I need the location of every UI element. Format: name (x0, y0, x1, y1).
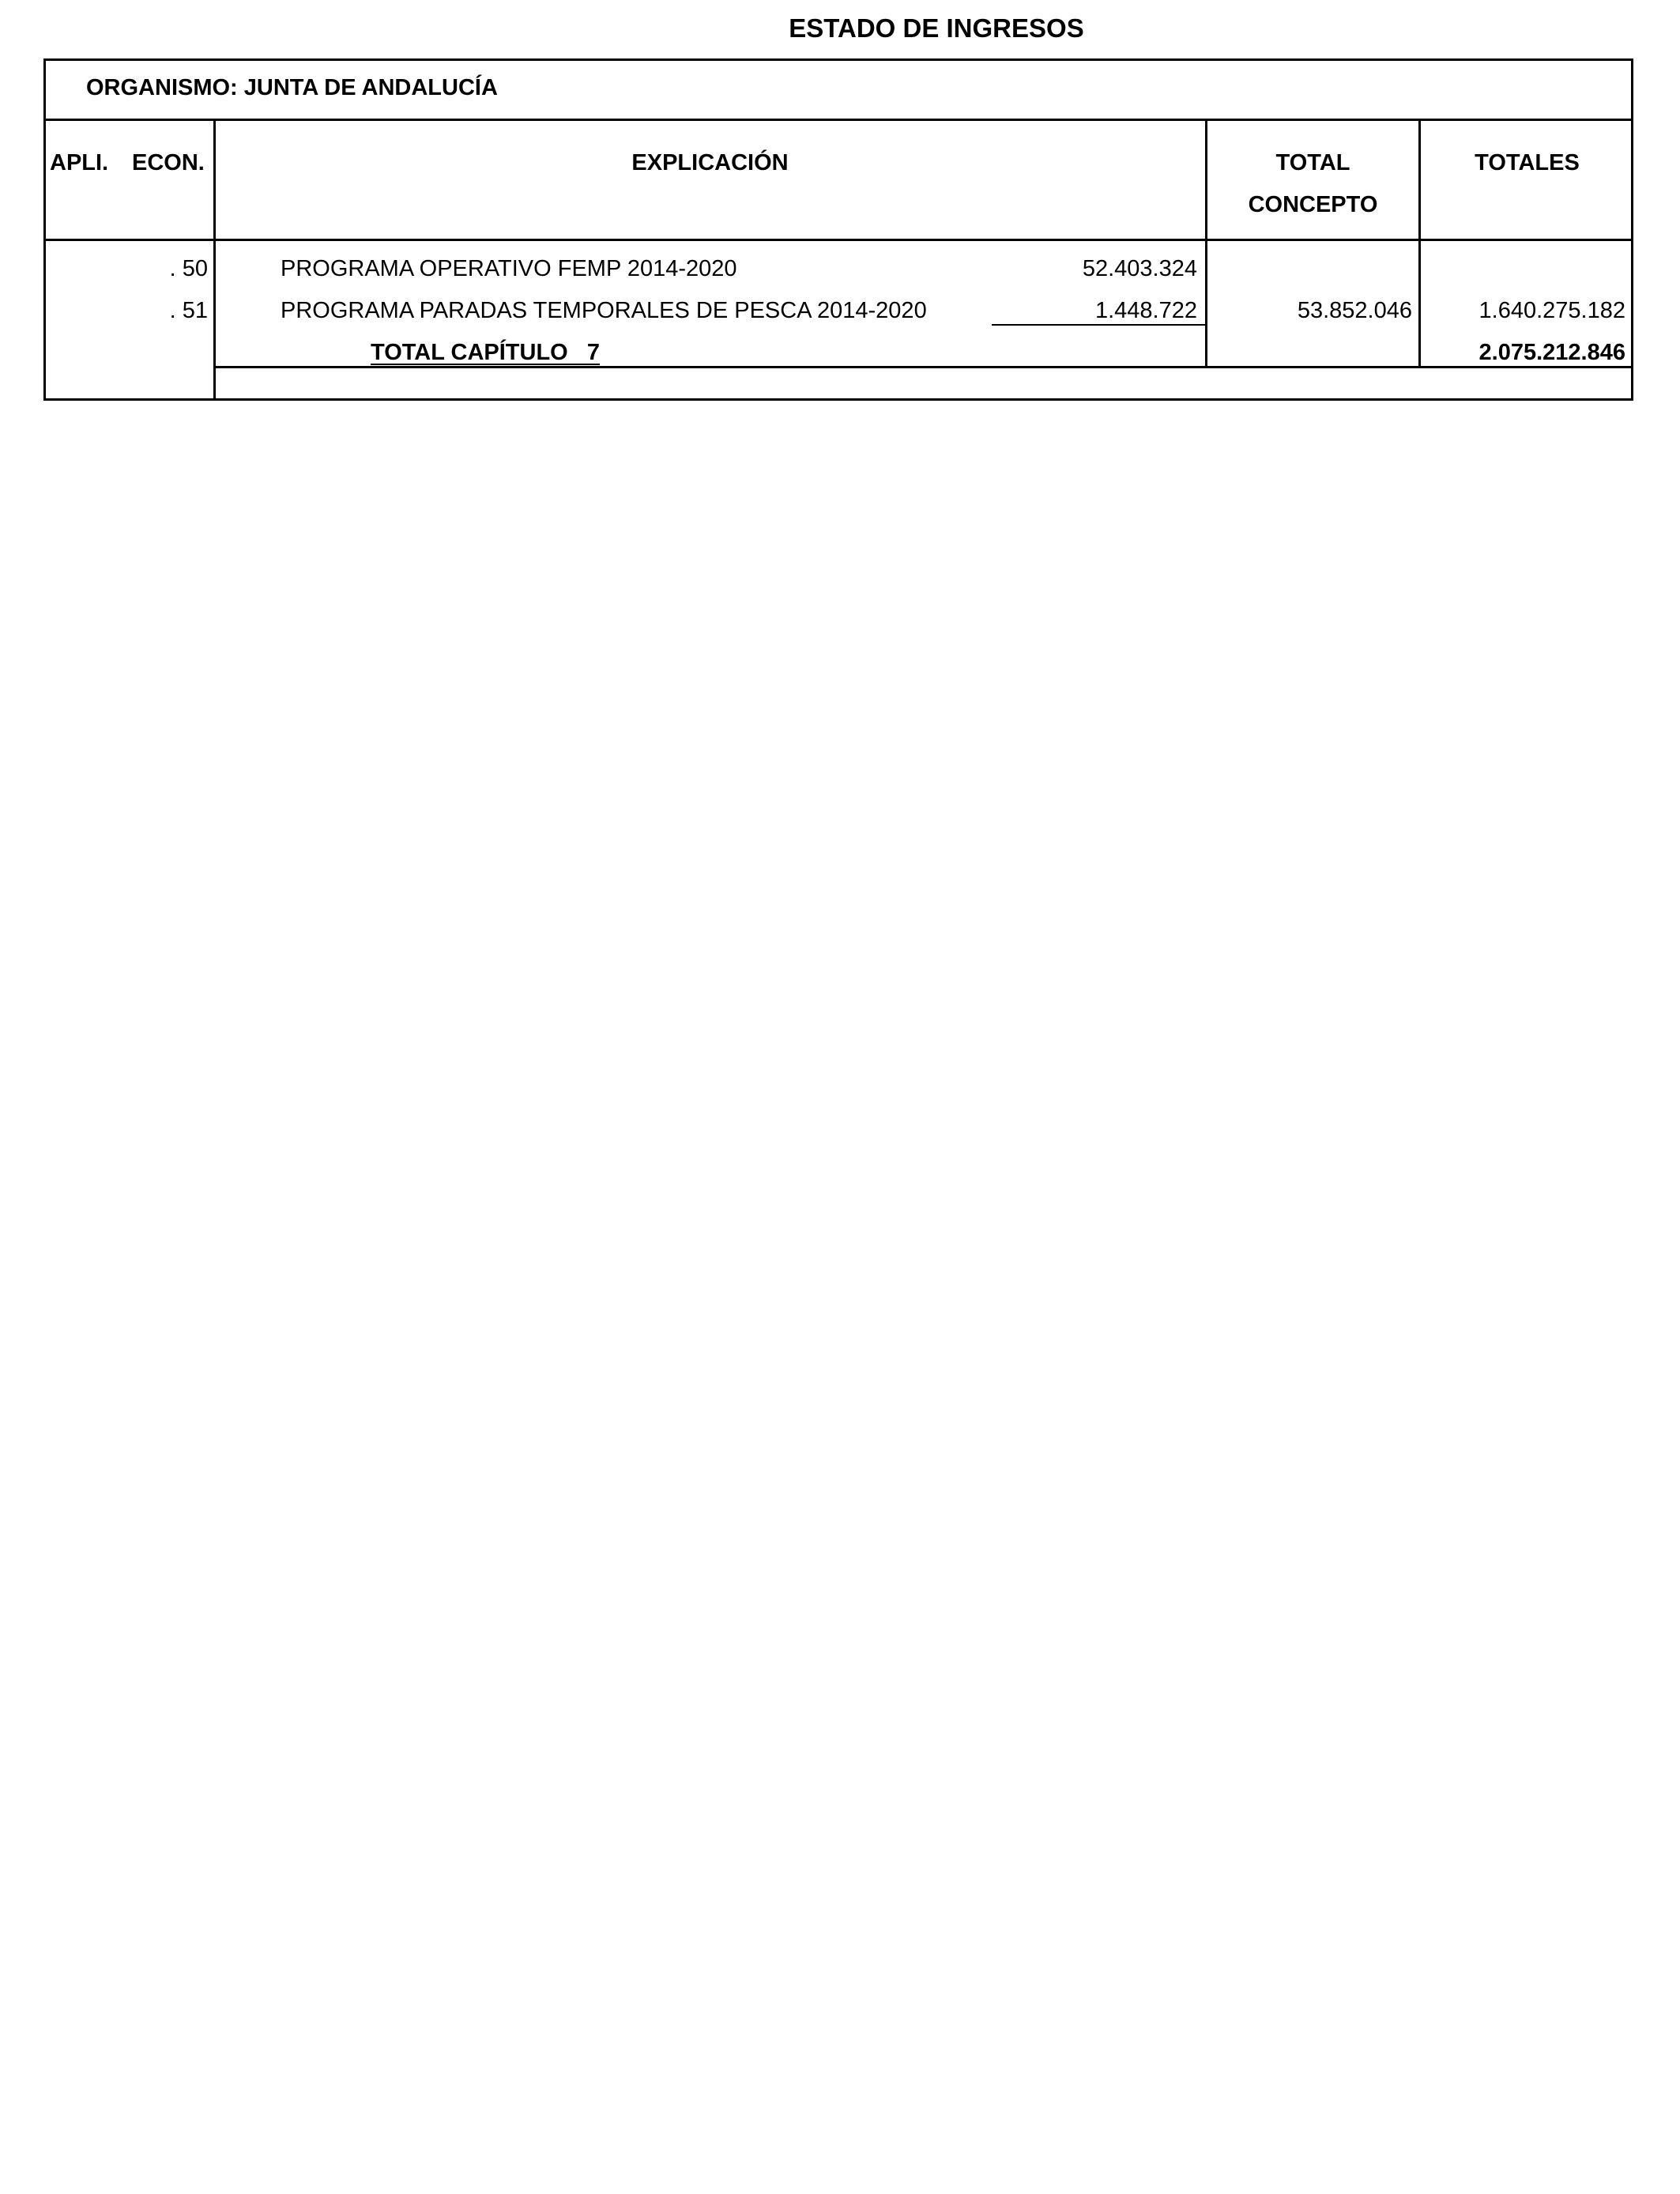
income-table (43, 58, 1633, 401)
header-total-concepto-1: TOTAL (1275, 150, 1350, 175)
row-total-concepto: 53.852.046 (1297, 298, 1412, 323)
header-econ: ECON. (132, 150, 205, 175)
header-totales: TOTALES (1475, 150, 1580, 175)
header-explicacion: EXPLICACIÓN (631, 150, 789, 175)
row-amount: 52.403.324 (1082, 256, 1197, 281)
organismo-label: ORGANISMO: JUNTA DE ANDALUCÍA (86, 75, 498, 100)
row-amount: 1.448.722 (1094, 298, 1197, 323)
divider-organismo (43, 119, 1633, 121)
row-totales: 1.640.275.182 (1478, 298, 1625, 323)
row-econ: . 51 (169, 298, 208, 323)
row-econ: . 50 (169, 256, 208, 281)
row-description: PROGRAMA PARADAS TEMPORALES DE PESCA 2014-2020 (281, 298, 927, 323)
total-capitulo-label: TOTAL CAPÍTULO 7 (371, 340, 601, 365)
page-title: ESTADO DE INGRESOS (789, 13, 1084, 43)
header-total-concepto-2: CONCEPTO (1248, 192, 1378, 217)
divider-header (43, 239, 1633, 241)
header-apli: APLI. (50, 150, 109, 175)
total-capitulo-value: 2.075.212.846 (1478, 340, 1625, 365)
row-description: PROGRAMA OPERATIVO FEMP 2014-2020 (281, 256, 737, 281)
